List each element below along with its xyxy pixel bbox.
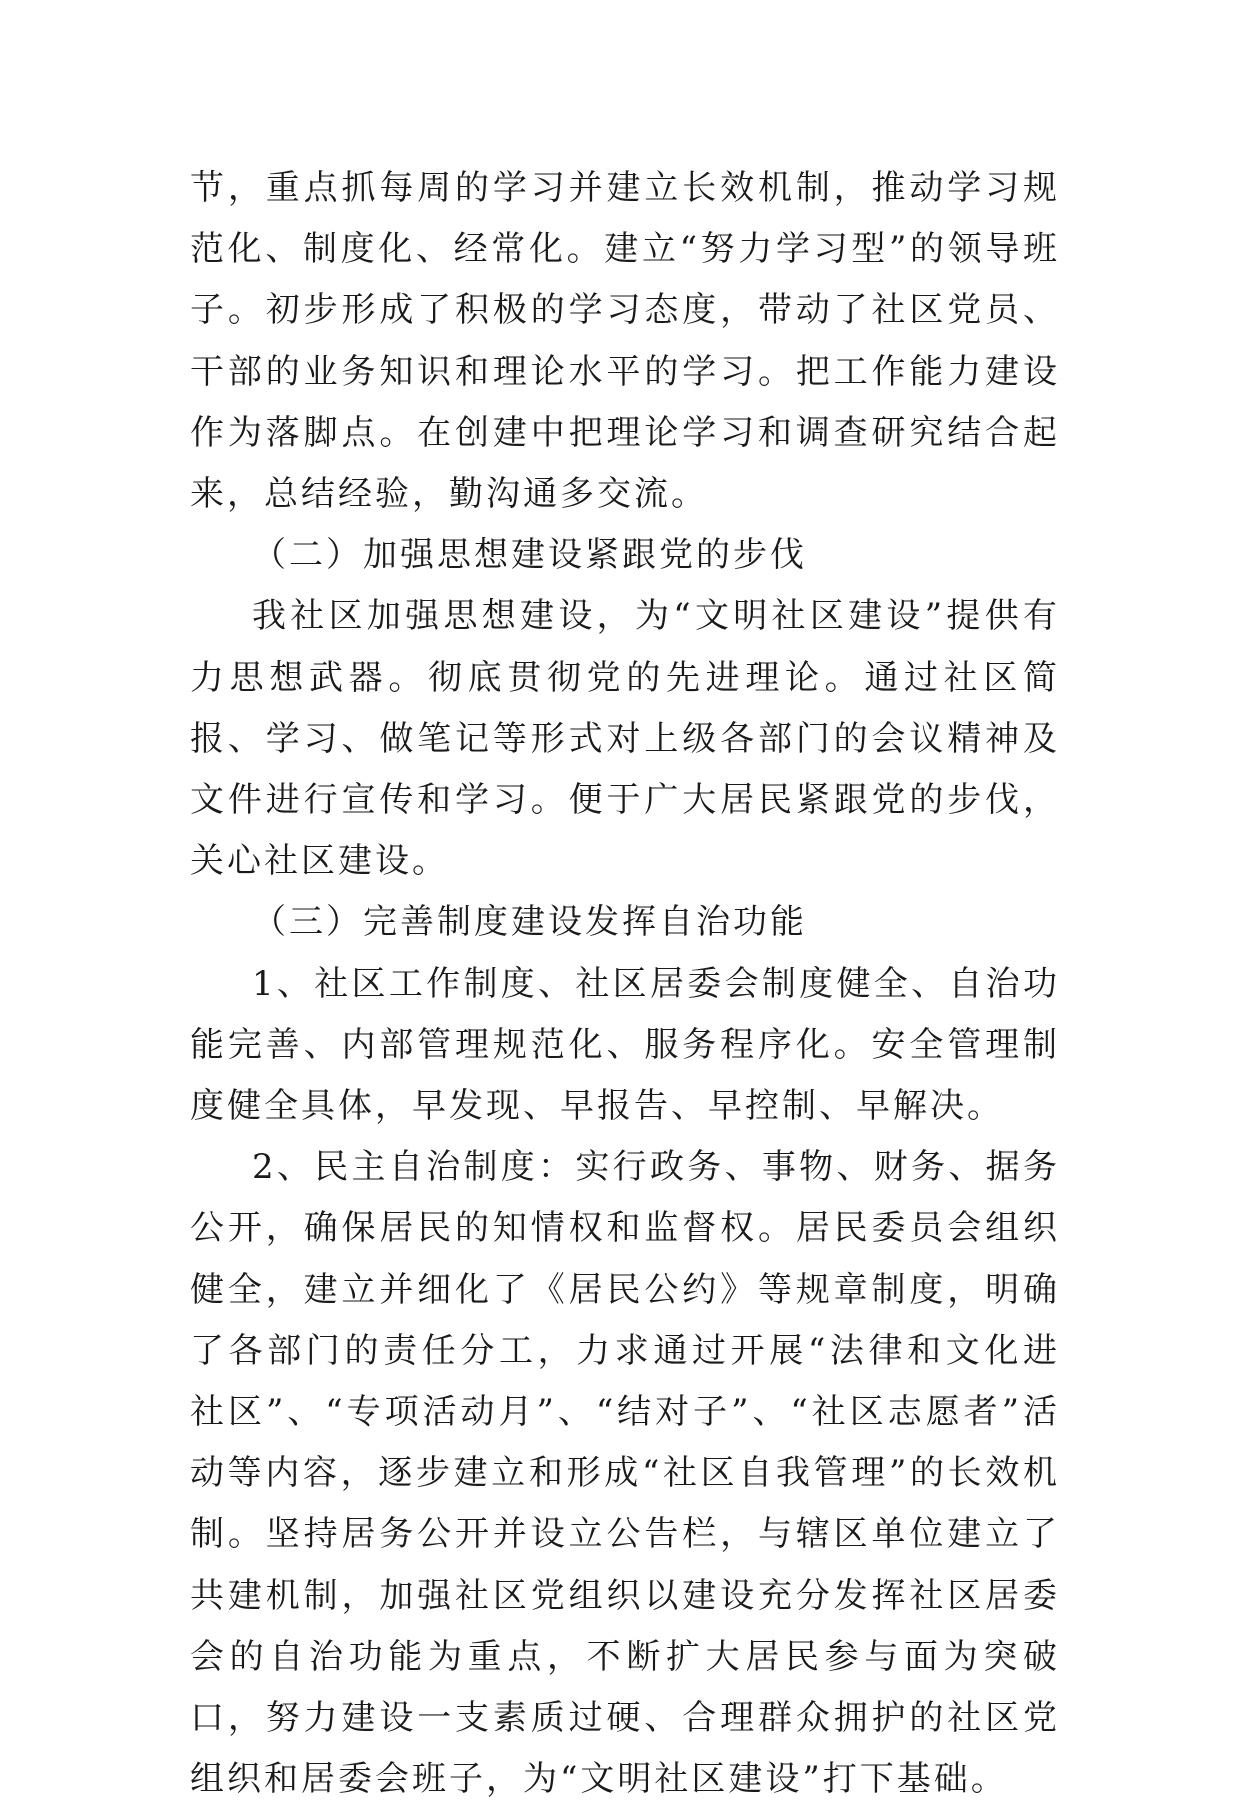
paragraph-democratic-autonomy: 2、民主自治制度：实行政务、事物、财务、据务公开，确保居民的知情权和监督权。居民委员会组织健全，建立并细化了《居民公约》等规章制度，明确了各部门的责任分工，力求通过开展“法律和文化进社区”、“专项活动月”、“结对子”、“社区志愿者”活动等内容，逐步建立和形成“社区自我管理”的长效机制。坚持居务公开并设立公告栏，与辖区单位建立了共建机制，加强社区党组织以建设充分发挥社区居委会的自治功能为重点，不断扩大居民参与面为突破口，努力建设一支素质过硬、合理群众拥护的社区党组织和居委会班子，为“文明社区建设”打下基础。 (190, 1147, 1060, 1800)
section-heading-ideology: （二）加强思想建设紧跟党的步伐 (252, 535, 807, 576)
section-heading-institution: （三）完善制度建设发挥自治功能 (252, 902, 807, 943)
paragraph-work-system: 1、社区工作制度、社区居委会制度健全、自治功能完善、内部管理规范化、服务程序化。安全管理制度健全具体，早发现、早报告、早控制、早解决。 (190, 963, 1060, 1127)
document-body (190, 158, 1060, 1810)
paragraph-study-mechanism: 节，重点抓每周的学习并建立长效机制，推动学习规范化、制度化、经常化。建立“努力学习型”的领导班子。初步形成了积极的学习态度，带动了社区党员、干部的业务知识和理论水平的学习。把工作能力建设作为落脚点。在创建中把理论学习和调查研究结合起来，总结经验，勤沟通多交流。 (190, 168, 1060, 515)
paragraph-ideology: 我社区加强思想建设，为“文明社区建设”提供有力思想武器。彻底贯彻党的先进理论。通过社区简报、学习、做笔记等形式对上级各部门的会议精神及文件进行宣传和学习。便于广大居民紧跟党的步伐，关心社区建设。 (190, 596, 1060, 882)
